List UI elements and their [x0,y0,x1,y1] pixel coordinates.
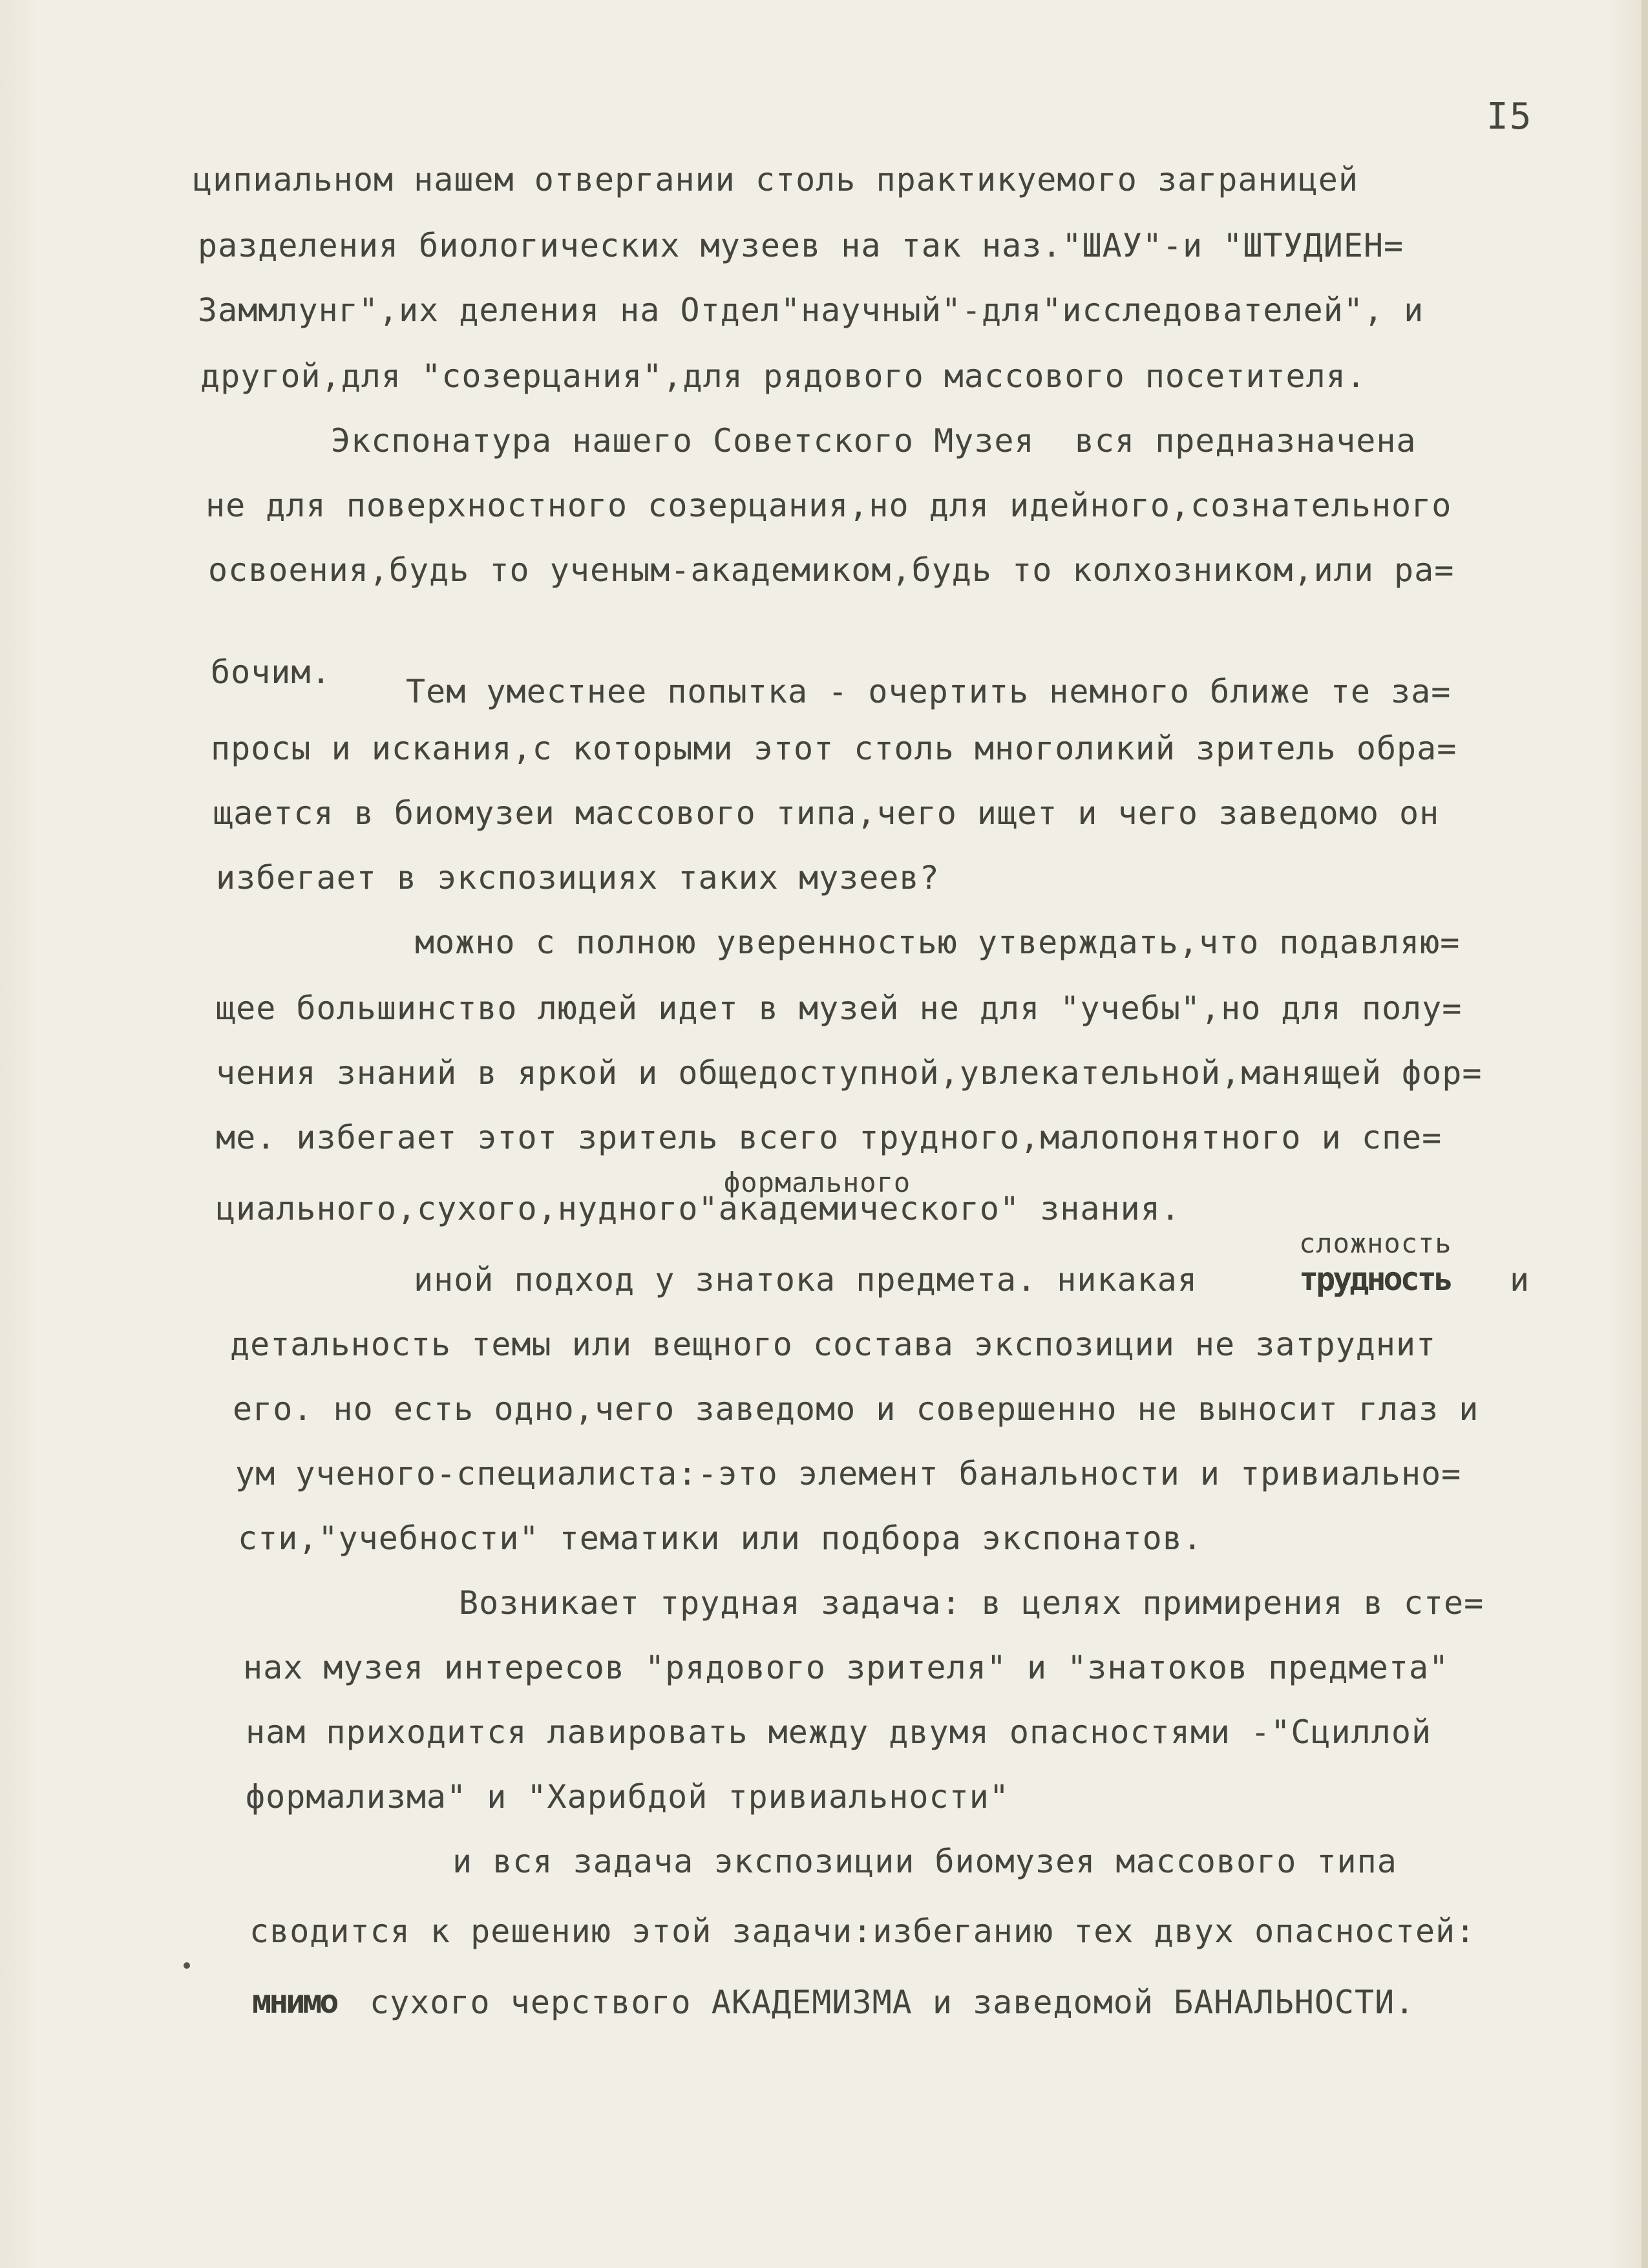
text-line: освоения,будь то ученым-академиком,будь то колхозником,или ра= [208,551,1455,589]
ink-dot [184,1962,190,1969]
text-line: детальность темы или вещного состава экспозиции не затруднит [230,1326,1437,1363]
text-line: сводится к решению этой задачи:избеганию тех двух опасностей: [249,1913,1476,1950]
interlinear-insertion: сложность [1299,1227,1452,1259]
text-line: просы и искания,с которыми этот столь многоликий зритель обра= [211,730,1457,767]
text-line: сти,"учебности" тематики или подбора экспонатов. [238,1520,1203,1557]
text-line: его. но есть одно,чего заведомо и совершенно не выносит глаз и [233,1390,1479,1428]
text-line: другой,для "созерцания",для рядового массового посетителя. [200,357,1366,395]
struck-word: трудность [1299,1260,1451,1298]
text-line: Возникает трудная задача: в целях примирения в сте= [459,1584,1484,1622]
text-line: Тем уместнее попытка - очертить немного ближе те за= [406,673,1452,710]
text-line: бочим. [211,653,332,691]
text-line: ум ученого-специалиста:-это элемент банальности и тривиально= [235,1455,1462,1492]
text-line: чения знаний в яркой и общедоступной,увлекательной,манящей фор= [216,1054,1483,1092]
text-line: можно с полною уверенностью утверждать,что подавляю= [415,924,1461,961]
paper-edge [1642,0,1648,2268]
text-line: нах музея интересов "рядового зрителя" и "знатоков предмета" [243,1649,1450,1686]
text-line: Экспонатура нашего Советского Музея вся предназначена [331,422,1417,460]
struck-word: мнимо [252,1983,337,2020]
text-line: Заммлунг",их деления на Отдел"научный"-для"исследователей", и [198,291,1424,329]
text-line: избегает в экспозициях таких музеев? [216,859,940,896]
text-line: иной подход у знатока предмета. никакая [414,1261,1198,1298]
text-line: и вся задача экспозиции биомузея массового типа [452,1843,1397,1880]
interlinear-insertion: формального [724,1167,911,1198]
text-line: ме. избегает этот зритель всего трудного,малопонятного и спе= [216,1119,1442,1156]
text-line: ципиальном нашем отвергании столь практикуемого заграницей [193,161,1358,198]
text-line: сухого черствого АКАДЕМИЗМА и заведомой БАНАЛЬНОСТИ. [370,1984,1415,2021]
text-line: нам приходится лавировать между двумя опасностями -"Сциллой [246,1713,1432,1751]
text-line: щается в биомузеи массового типа,чего ищет и чего заведомо он [213,794,1440,832]
text-line: формализма" и "Харибдой тривиальности" [246,1778,1009,1816]
text-line: циального,сухого,нудного"академического" знания. [216,1190,1181,1227]
text-line: не для поверхностного созерцания,но для идейного,сознательного [206,487,1452,524]
text-line: и [1510,1261,1530,1298]
text-line: разделения биологических музеев на так наз."ШАУ"-и "ШТУДИЕН= [198,227,1404,264]
text-line: щее большинство людей идет в музей не для "учебы",но для полу= [216,990,1463,1027]
page-number: I5 [1486,96,1533,138]
